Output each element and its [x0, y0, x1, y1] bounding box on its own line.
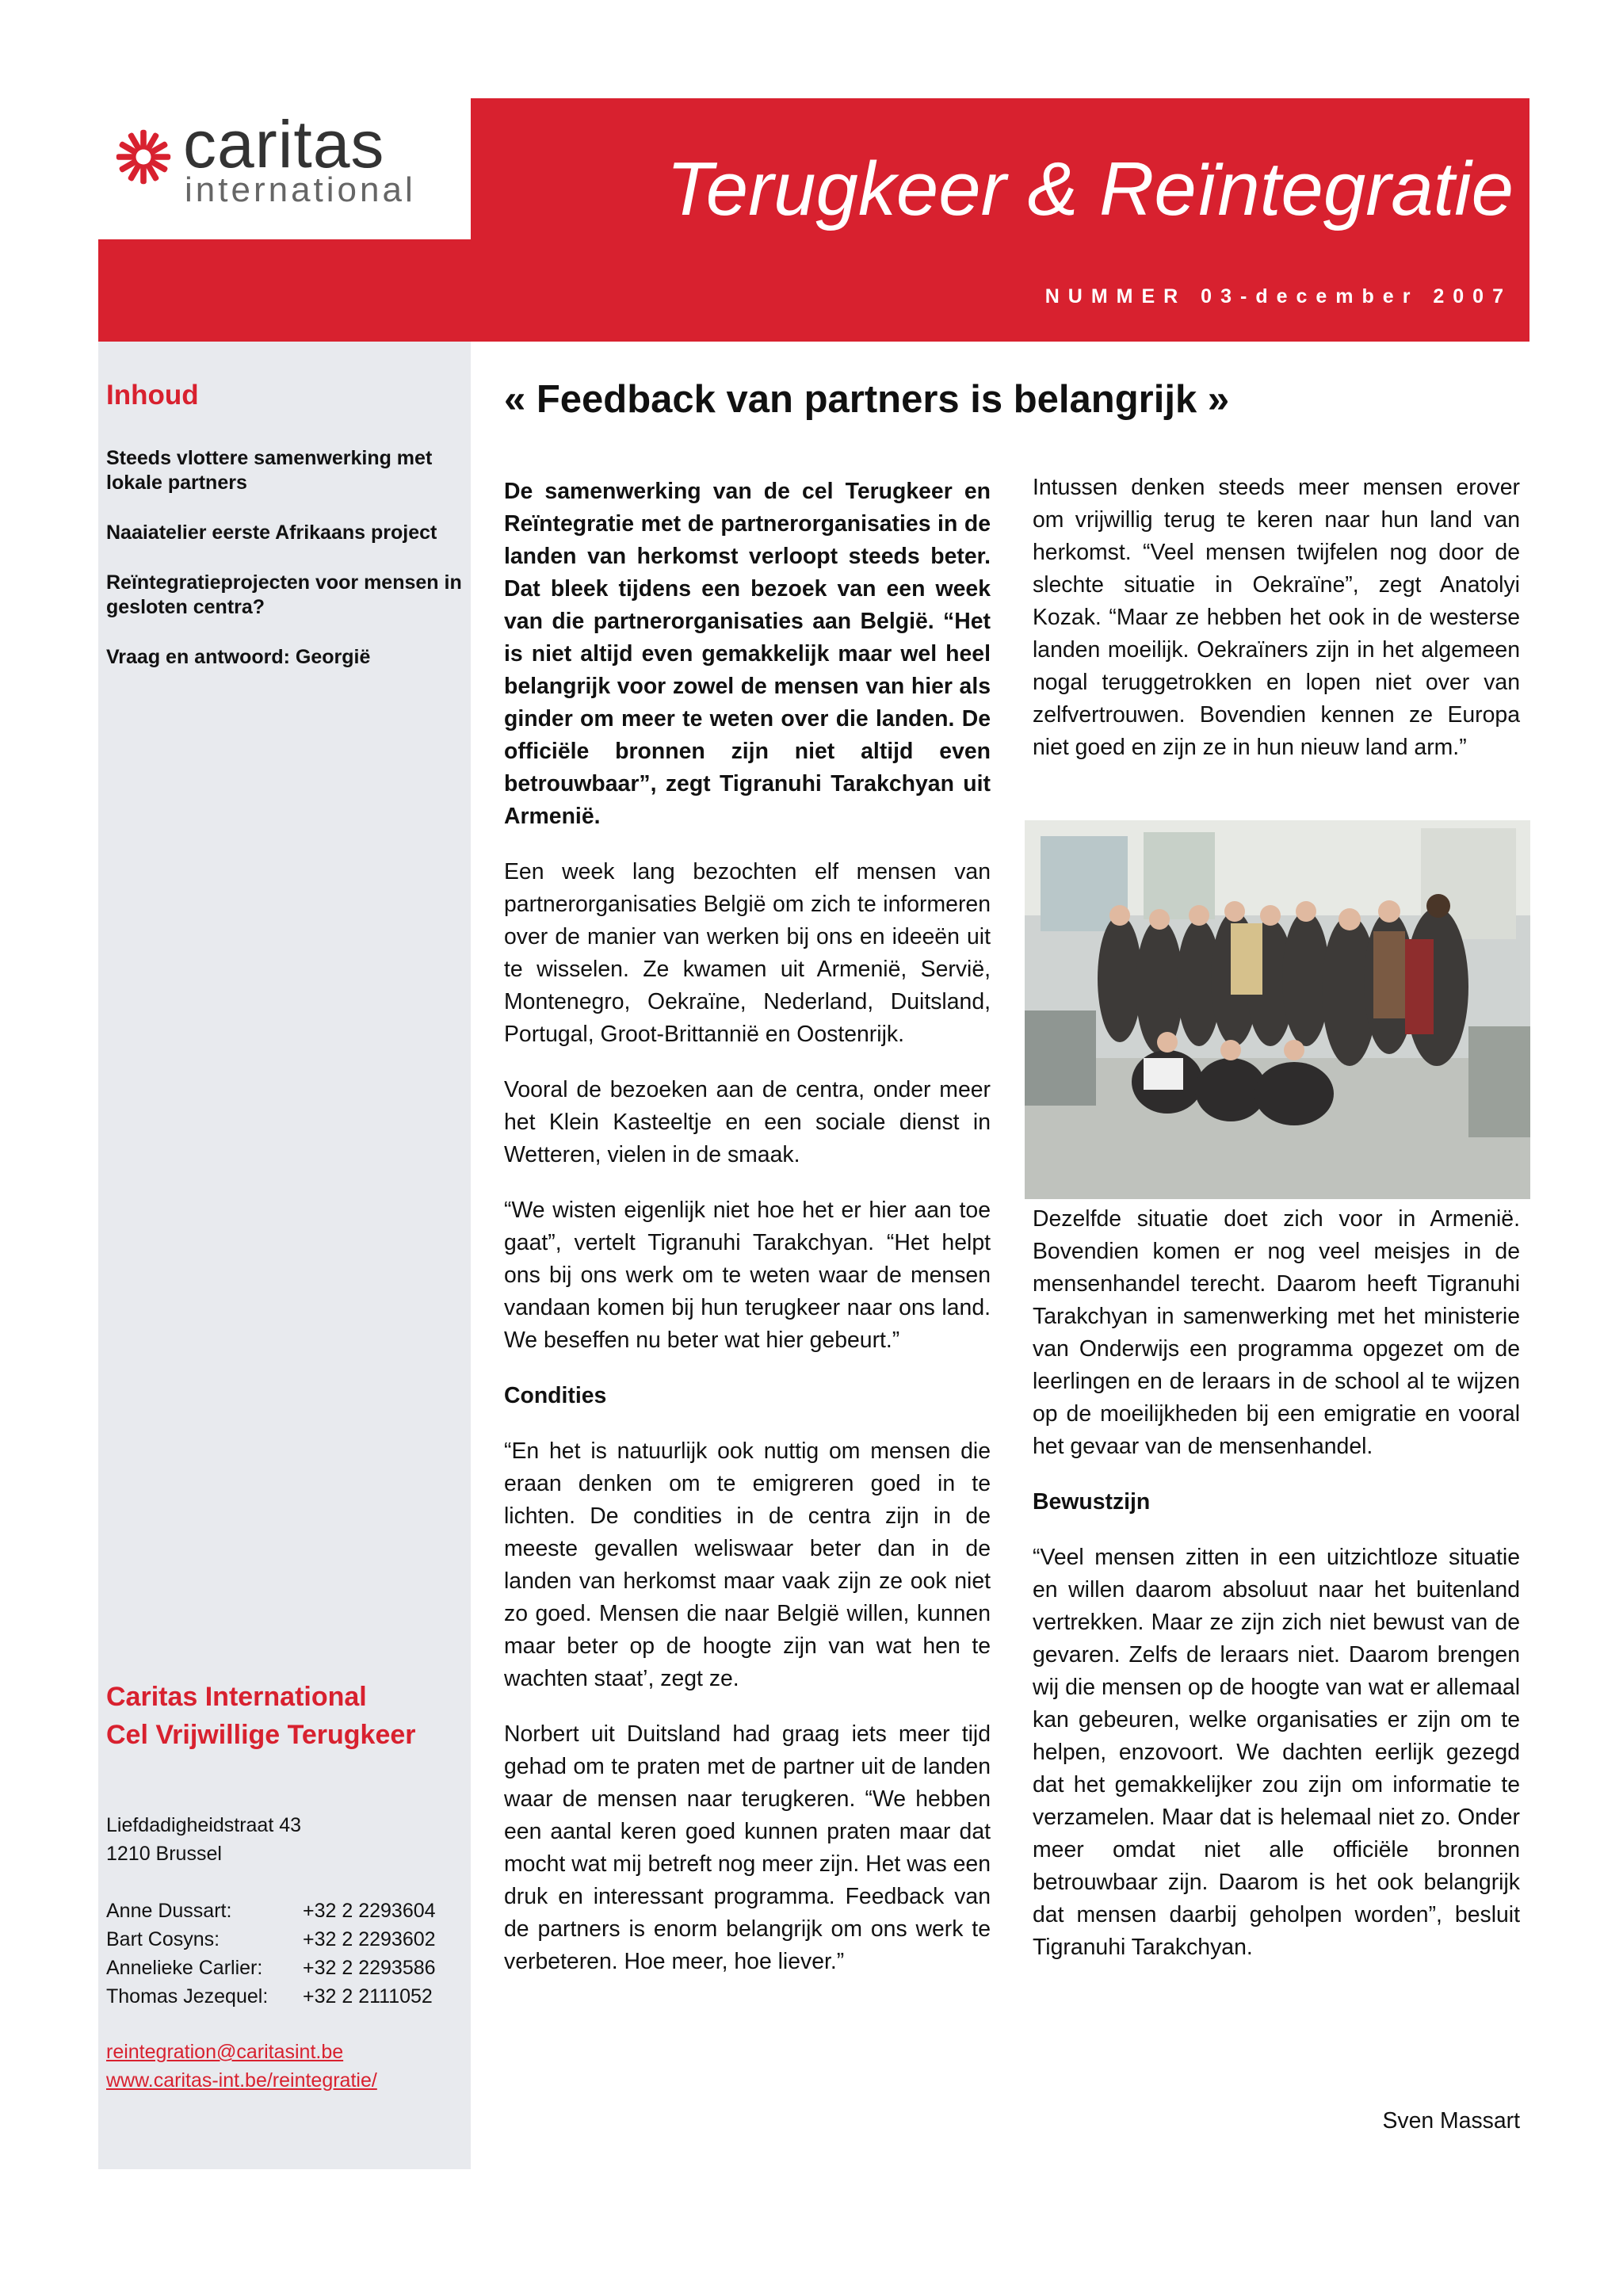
header-red-band-left	[98, 239, 471, 342]
author-signature: Sven Massart	[1382, 2108, 1520, 2134]
logo-wordmark: caritas	[183, 107, 385, 181]
contact-phone: +32 2 2111052	[303, 1985, 433, 2008]
paragraph: Dezelfde situatie doet zich voor in Armenië. Bovendien komen er nog veel meisjes in de mensenhandel terecht. Daarom heeft Tigranuhi Tarakchyan in samenwerking met het ministerie van Onderwijs een programma opgezet om de leerlingen en de leraars in de school al te wijzen op de moeilijkheden bij een emigratie en vooral het gevaar van de mensenhandel.	[1033, 1206, 1520, 1459]
address-city: 1210 Brussel	[106, 1843, 222, 1865]
org-line-2: Cel Vrijwillige Terugkeer	[106, 1720, 416, 1750]
logo-subtitle: international	[185, 170, 416, 209]
website-link[interactable]: www.caritas-int.be/reintegratie/	[106, 2069, 377, 2092]
paragraph: Norbert uit Duitsland had graag iets meer tijd gehad om te praten met de partner uit de landen waar de mensen naar terugkeren. “We hebben een aantal keren goed kunnen praten maar dat mocht wat mij betreft nog meer zijn. Het was een druk en interessant programma. Feedback van de partners is enorm belangrijk om ons werk te verbeteren. Hoe meer, hoe liever.”	[504, 1721, 991, 1974]
caritas-flame-icon	[113, 127, 174, 187]
section-heading-bewustzijn: Bewustzijn	[1033, 1489, 1151, 1515]
contact-name: Anne Dussart:	[106, 1900, 232, 1922]
sidebar	[98, 342, 471, 2169]
article-headline: « Feedback van partners is belangrijk »	[504, 378, 1230, 421]
paragraph: Intussen denken steeds meer mensen erover om vrijwillig terug te keren naar hun land van herkomst. “Veel mensen twijfelen nog door de slechte situatie in Oekraïne”, zegt Anatolyi Kozak. “Maar ze hebben het ook in de westerse landen moeilijk. Oekraïners zijn in het algemeen nogal teruggetrokken en lopen niet over van zelfvertrouwen. Bovendien kennen ze Europa niet goed en zijn ze in hun nieuw land arm.”	[1033, 475, 1520, 760]
article-column-1	[504, 476, 991, 2001]
contact-row	[106, 1925, 436, 1954]
toc-item: Naaiatelier eerste Afrikaans project	[106, 521, 437, 544]
header-banner	[471, 98, 1529, 342]
paragraph: “Veel mensen zitten in een uitzichtloze situatie en willen daarom absoluut naar het buitenland vertrekken. Maar ze zijn zich niet bewust van de gevaren. Zelfs de leraars niet. Daarom brengen wij die mensen op de hoogte van wat er allemaal kan gebeuren, welke organisaties er zijn om te helpen, enzovoort. We dachten eerlijk gezegd dat het gemakkelijker zou zijn om informatie te verzamelen. Maar dat is helemaal niet zo. Onder meer omdat niet alle officiële bronnen betrouwbaar zijn. Daarom is het ook belangrijk dat mensen daarbij geholpen worden”, besluit Tigranuhi Tarakchyan.	[1033, 1545, 1520, 1960]
address-street: Liefdadigheidstraat 43	[106, 1814, 302, 1836]
contact-name: Thomas Jezequel:	[106, 1985, 269, 2008]
toc-item: Reïntegratieprojecten voor mensen in gesloten centra?	[106, 571, 462, 618]
contact-row	[106, 1897, 436, 1925]
paragraph: “We wisten eigenlijk niet hoe het er hier aan toe gaat”, vertelt Tigranuhi Tarakchyan. “Het helpt ons bij ons werk om te weten waar de mensen vandaan komen bij hun terugkeer naar ons land. We beseffen nu beter wat hier gebeurt.”	[504, 1198, 991, 1353]
article-column-2-continued	[1033, 1203, 1520, 1987]
contents-heading: Inhoud	[106, 380, 199, 411]
section-heading-condities: Condities	[504, 1383, 607, 1408]
paragraph: Een week lang bezochten elf mensen van partnerorganisaties België om zich te informeren over de manier van werken bij ons en ideeën uit te wisselen. Ze kwamen uit Armenië, Servië, Montenegro, Oekraïne, Nederland, Duitsland, Portugal, Groot-Brittannië en Oostenrijk.	[504, 859, 991, 1047]
issue-number: NUMMER 03-december 2007	[1044, 285, 1512, 308]
group-photo	[1025, 820, 1530, 1199]
contact-row	[106, 1982, 436, 2011]
contact-name: Annelieke Carlier:	[106, 1957, 263, 1979]
newsletter-title: Terugkeer & Reïntegratie	[666, 147, 1514, 231]
organization-name	[106, 1678, 416, 1754]
address	[106, 1811, 301, 1868]
contact-name: Bart Cosyns:	[106, 1928, 220, 1950]
toc-item: Steeds vlottere samenwerking met lokale partners	[106, 447, 433, 494]
article-column-2	[1033, 472, 1520, 787]
caritas-logo	[113, 107, 446, 209]
contact-list	[106, 1897, 436, 2011]
org-line-1: Caritas International	[106, 1682, 367, 1712]
contact-phone: +32 2 2293602	[303, 1928, 436, 1950]
contact-row	[106, 1954, 436, 1982]
contact-phone: +32 2 2293604	[303, 1900, 436, 1922]
contact-phone: +32 2 2293586	[303, 1957, 436, 1979]
paragraph: “En het is natuurlijk ook nuttig om mensen die eraan denken om te emigreren goed in te lichten. De condities in de centra zijn in de meeste gevallen weliswaar beter dan in de landen van herkomst maar vaak zijn ze ook niet zo goed. Mensen die naar België willen, kunnen maar beter op de hoogte zijn van wat hen te wachten staat’, zegt ze.	[504, 1438, 991, 1691]
email-link[interactable]: reintegration@caritasint.be	[106, 2041, 344, 2063]
toc-item: Vraag en antwoord: Georgië	[106, 646, 371, 668]
paragraph: Vooral de bezoeken aan de centra, onder meer het Klein Kasteeltje en een sociale dienst in Wetteren, vielen in de smaak.	[504, 1077, 991, 1167]
table-of-contents	[106, 446, 467, 695]
article-lead: De samenwerking van de cel Terugkeer en Reïntegratie met de partnerorganisaties in de landen van herkomst verloopt steeds beter. Dat bleek tijdens een bezoek van een week van die partnerorganisaties aan België. “Het is niet altijd even gemakkelijk maar wel heel belangrijk voor zowel de mensen van hier als ginder om meer te weten over die landen. De officiële bronnen zijn niet altijd even betrouwbaar”, zegt Tigranuhi Tarakchyan uit Armenië.	[504, 479, 991, 829]
contact-links	[106, 2038, 377, 2095]
